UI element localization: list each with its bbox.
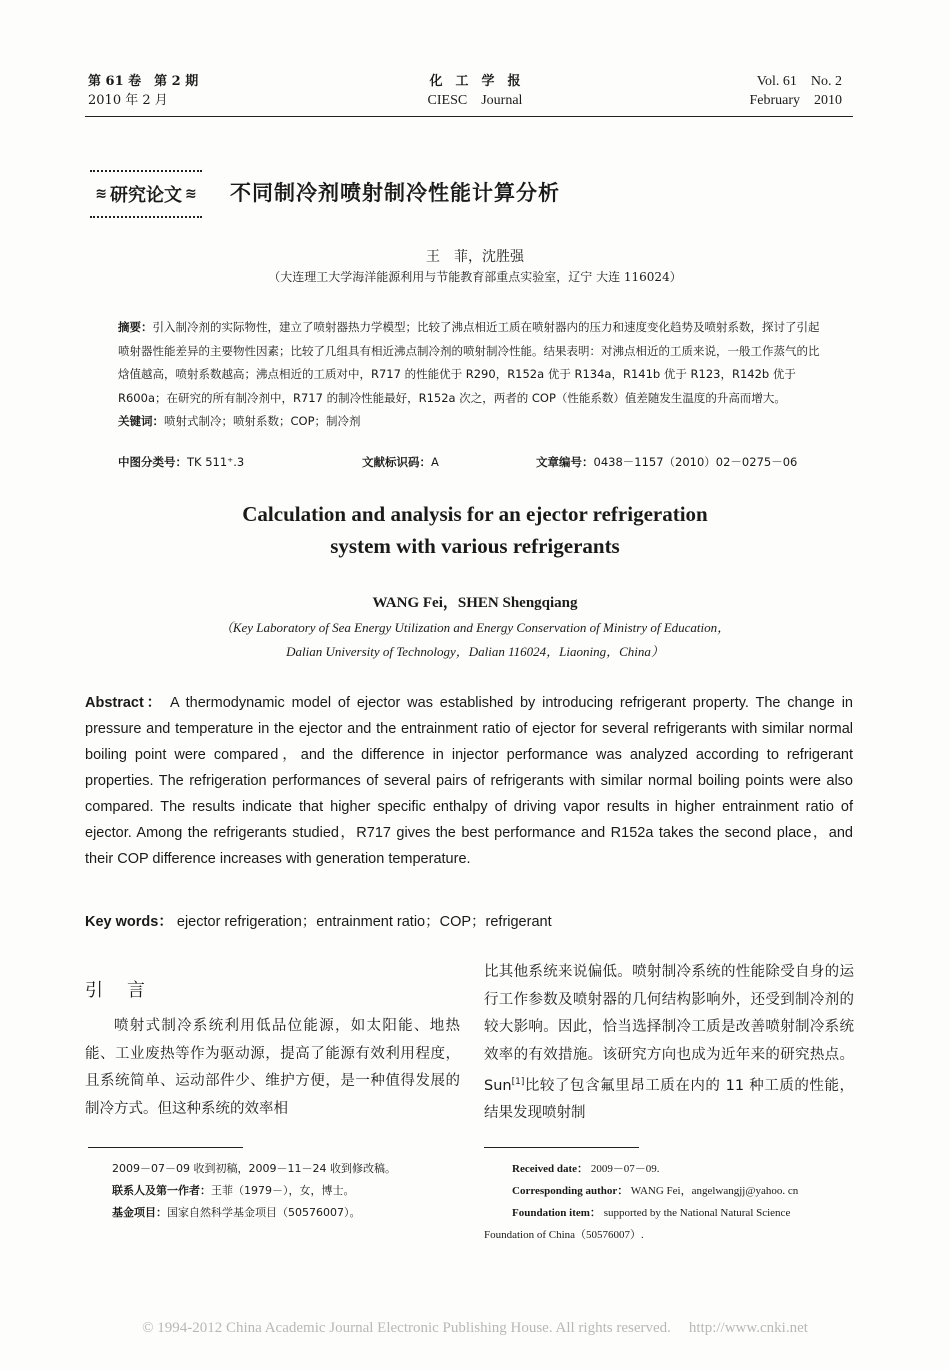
copyright-footer bbox=[0, 1320, 950, 1337]
received-label-en: Received date： bbox=[512, 1163, 589, 1175]
footnote-contact-cn bbox=[112, 1180, 452, 1202]
cnki-link[interactable]: http://www.cnki.net bbox=[688, 1320, 808, 1336]
header-volume-en bbox=[749, 72, 842, 110]
keywords-cn bbox=[118, 410, 828, 434]
authors-en: WANG Fei，SHEN Shengqiang bbox=[372, 595, 578, 611]
footnote-fund-en bbox=[484, 1202, 854, 1224]
abstract-cn-label: 摘要： bbox=[118, 320, 153, 334]
header-date-en: February 2010 bbox=[749, 93, 842, 108]
clc-code bbox=[118, 454, 244, 470]
abstract-en-text: A thermodynamic model of ejector was established by introducing refrigerant property. The change in pressure and temperature in the ejector and the entrainment ratio of ejector for several refrigerants with similar normal boiling point were compared，and the difference in injector performance was analyzed according to refrigerant properties. The refrigeration performances of several pairs of refrigerants with similar normal boiling points were also compared. The results indicate that higher specific enthalpy of driving vapor results in higher entrainment ratio of ejector. Among the refrigerants studied，R717 gives the best performance and R152a takes the second place，and their COP difference increases with generation temperature. bbox=[85, 695, 853, 867]
title-en bbox=[0, 498, 950, 562]
doc-label: 文献标识码： bbox=[362, 455, 431, 469]
footnote-corr-en bbox=[484, 1180, 854, 1202]
footnote-received-cn: 2009－07－09 收到初稿，2009－11－24 收到修改稿。 bbox=[112, 1162, 396, 1175]
fund-label-en: Foundation item： bbox=[512, 1207, 601, 1219]
header-volume-issue-en: Vol. 61 No. 2 bbox=[756, 74, 842, 89]
clc-value: TK 511⁺.3 bbox=[187, 455, 245, 469]
keywords-en bbox=[85, 910, 853, 931]
fund-value-en-2: Foundation of China（50576007）. bbox=[484, 1229, 644, 1241]
article-number bbox=[536, 454, 797, 470]
footnote-received-en bbox=[484, 1158, 854, 1180]
corr-label-en: Corresponding author： bbox=[512, 1185, 629, 1197]
keywords-cn-text: 喷射式制冷；喷射系数；COP；制冷剂 bbox=[164, 414, 361, 428]
affiliation-en-line2: Dalian University of Technology，Dalian 116024，Liaoning，China） bbox=[286, 644, 664, 659]
abstract-en bbox=[85, 690, 853, 872]
body-left-column: 喷射式制冷系统利用低品位能源，如太阳能、地热能、工业废热等作为驱动源，提高了能源有效利用程度，且系统简单、运动部件少、维护方便，是一种值得发展的制冷方式。但这种系统的效率相 bbox=[85, 1018, 460, 1117]
abstract-cn-text: 引入制冷剂的实际物性，建立了喷射器热力学模型；比较了沸点相近工质在喷射器内的压力和速度变化趋势及喷射系数，探讨了引起喷射器性能差异的主要物性因素；比较了几组具有相近沸点制冷剂的喷射制冷性能。结果表明：对沸点相近的工质来说，一般工作蒸气的比焓值越高，喷射系数越高；沸点相近的工质对中，R717 的性能优于 R290，R152a 优于 R134a，R141b 优于 R123，R142b 优于 R600a；在研究的所有制冷剂中，R717 的制冷性能最好，R152a 次之，两者的 COP（性能系数）值差随发生温度的升高而增大。 bbox=[118, 320, 820, 405]
article-value: 0438－1157（2010）02－0275－06 bbox=[593, 455, 798, 469]
fund-label-cn: 基金项目： bbox=[112, 1206, 167, 1219]
article-label: 文章编号： bbox=[536, 455, 594, 469]
doc-code bbox=[362, 454, 439, 470]
title-en-line2: system with various refrigerants bbox=[330, 534, 620, 558]
fund-value-en-1: supported by the National Natural Science bbox=[603, 1207, 791, 1219]
footnote-rule-left bbox=[88, 1147, 243, 1148]
header-date-cn: 2010 年 2 月 bbox=[88, 93, 168, 108]
clc-label: 中图分类号： bbox=[118, 455, 187, 469]
authors-cn: 王 菲，沈胜强 bbox=[426, 249, 524, 265]
journal-title-en: CIESC Journal bbox=[427, 93, 523, 108]
footnotes-cn bbox=[112, 1158, 452, 1224]
footnotes-en bbox=[484, 1158, 854, 1246]
abstract-en-label: Abstract： bbox=[85, 695, 164, 711]
contact-value-cn: 王菲（1979－），女，博士。 bbox=[211, 1184, 355, 1197]
article-type-label: ≋ 研究论文 bbox=[110, 185, 182, 206]
journal-title-cn: 化 工 学 报 bbox=[429, 74, 521, 89]
header-rule bbox=[85, 116, 853, 117]
citation-ref[interactable]: [1] bbox=[511, 1077, 525, 1087]
affiliation-cn: （大连理工大学海洋能源利用与节能教育部重点实验室，辽宁 大连 116024） bbox=[268, 270, 682, 284]
affiliation-en-line1: （Key Laboratory of Sea Energy Utilization and Energy Conservation of Ministry of Education， bbox=[219, 620, 731, 635]
keywords-en-text: ejector refrigeration；entrainment ratio；COP；refrigerant bbox=[176, 914, 552, 930]
received-value-en: 2009－07－09. bbox=[590, 1163, 660, 1175]
body-right-column bbox=[484, 959, 854, 1128]
footnote-rule-right bbox=[484, 1147, 639, 1148]
keywords-en-label: Key words： bbox=[85, 914, 173, 930]
contact-label-cn: 联系人及第一作者： bbox=[112, 1184, 211, 1197]
section-heading-introduction: 引言 bbox=[85, 980, 169, 1001]
header-volume-issue: 第 61 卷 第 2 期 bbox=[88, 74, 199, 89]
footnote-fund-cn bbox=[112, 1202, 452, 1224]
title-cn: 不同制冷剂喷射制冷性能计算分析 bbox=[230, 181, 560, 205]
article-type-badge bbox=[90, 170, 202, 218]
fund-value-cn: 国家自然科学基金项目（50576007）。 bbox=[167, 1206, 361, 1219]
corr-value-en[interactable]: WANG Fei，angelwangjj@yahoo. cn bbox=[630, 1185, 799, 1197]
keywords-cn-label: 关键词： bbox=[118, 414, 164, 428]
body-right-text-a: 比其他系统来说偏低。喷射制冷系统的性能除受自身的运行工作参数及喷射器的几何结构影响外，还受到制冷剂的较大影响。因此，恰当选择制冷工质是改善喷射制冷系统效率的有效措施。该研究方向也成为近年来的研究热点。Sun bbox=[484, 964, 854, 1094]
copyright-text: © 1994-2012 China Academic Journal Electronic Publishing House. All rights reserved. bbox=[142, 1320, 671, 1336]
affiliation-en bbox=[0, 616, 950, 664]
body-right-text-b: 比较了包含氟里昂工质在内的 11 种工质的性能，结果发现喷射制 bbox=[484, 1077, 854, 1122]
title-en-line1: Calculation and analysis for an ejector refrigeration bbox=[242, 502, 708, 526]
doc-value: A bbox=[431, 455, 439, 469]
abstract-cn bbox=[118, 316, 828, 434]
